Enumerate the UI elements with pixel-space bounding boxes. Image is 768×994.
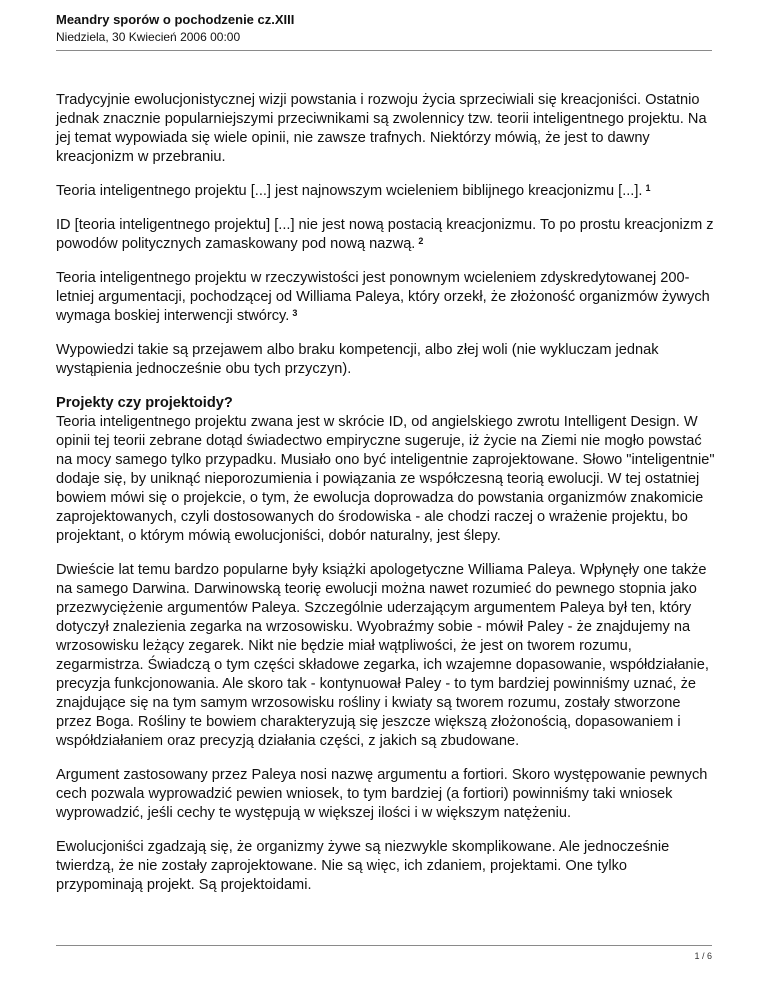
quote-3: [56, 269, 716, 326]
evolutionists-paragraph: Ewolucjoniści zgadzają się, że organizmy żywe są niezwykle skomplikowane. Ale jednocześnie twierdzą, że nie zostały zaprojektowane. Nie są więc, ich zdaniem, projektami. One tylko przypominają projekt. Są projektoidami.: [56, 839, 670, 893]
article-body: [56, 91, 716, 895]
quote-1-text: Teoria inteligentnego projektu [...] jest najnowszym wcieleniem biblijnego kreacjonizmu [...].: [56, 183, 643, 199]
quote-3-text: Teoria inteligentnego projektu w rzeczywistości jest ponownym wcieleniem zdyskredytowanej 200-letniej argumentacji, pochodzącej od Williama Paleya, który orzekł, że złożoność organizmów żywych wymaga boskiej interwencji stwórcy.: [56, 270, 710, 324]
section-heading: Projekty czy projektoidy?: [56, 395, 233, 411]
intro-paragraph: Tradycyjnie ewolucjonistycznej wizji powstania i rozwoju życia sprzeciwiali się kreacjoniści. Ostatnio jednak znacznie popularniejszymi przeciwnikami są zwolennicy tzw. teorii inteligentnego projektu. Na jej temat wypowiada się wiele opinii, nie zawsze trafnych. Niektórzy mówią, że jest to dawny kreacjonizm w przebraniu.: [56, 92, 707, 165]
article-title: Meandry sporów o pochodzenie cz.XIII: [56, 12, 295, 27]
footnote-ref-2: 2: [418, 236, 424, 246]
quote-2: [56, 216, 716, 254]
article-date: Niedziela, 30 Kwiecień 2006 00:00: [56, 30, 241, 44]
page-footer: [56, 945, 712, 961]
paley-paragraph: Dwieście lat temu bardzo popularne były książki apologetyczne Williama Paleya. Wpłynęły one także na samego Darwina. Darwinowską teorię ewolucji można nawet rozumieć do pewnego stopnia jako przezwyciężenie argumentów Paleya. Szczególnie uderzającym argumentem Paleya był ten, który dotyczył znalezienia zegarka na wrzosowisku. Wyobraźmy sobie - mówił Paley - że znajdujemy na wrzosowisku leżący zegarek. Nikt nie będzie miał wątpliwości, że jest on tworem rozumu, zegarmistrza. Świadczą o tym części składowe zegarka, ich wzajemne dopasowanie, współdziałanie, precyzja funkcjonowania. Ale skoro tak - kontynuował Paley - to tym bardziej powinniśmy uznać, że znajdujące się na tym samym wrzosowisku rośliny i kwiaty są tworem rozumu, zostały stworzone przez Boga. Rośliny te bowiem charakteryzują się jeszcze większą złożonością, dopasowaniem i współdziałaniem oraz precyzją działania części, z jakich są zbudowane.: [56, 562, 709, 749]
id-definition-paragraph: Teoria inteligentnego projektu zwana jest w skrócie ID, od angielskiego zwrotu Intelligent Design. W opinii tej teorii zebrane dotąd świadectwo empiryczne sugeruje, iż życie na Ziemi nie mogło powstać na mocy samego tylko przypadku. Musiało ono być inteligentnie zaprojektowane. Słowo "inteligentnie" dodaje się, by uniknąć nieporozumienia i powiązania ze współczesną teorią ewolucji. W tej ostatniej bowiem mówi się o projekcie, o tym, że ewolucja doprowadza do powstania organizmów znakomicie zaprojektowanych, czyli dostosowanych do środowiska - ale chodzi raczej o wrażenie projektu, bo projektant, o którym mówią ewolucjoniści, dobór naturalny, jest ślepy.: [56, 414, 715, 544]
header-divider: [56, 50, 712, 51]
a-fortiori-paragraph: Argument zastosowany przez Paleya nosi nazwę argumentu a fortiori. Skoro występowanie pewnych cech pozwala wyprowadzić pewien wniosek, to tym bardziej (a fortiori) powinniśmy taki wniosek wyprowadzić, jeśli cechy te występują w większej ilości i w większym natężeniu.: [56, 767, 708, 821]
footnote-ref-3: 3: [292, 308, 298, 318]
ignorance-paragraph: Wypowiedzi takie są przejawem albo braku kompetencji, albo złej woli (nie wykluczam jednak wystąpienia jednocześnie obu tych przyczyn).: [56, 342, 659, 377]
page-header: [56, 12, 712, 45]
quote-1: [56, 182, 716, 201]
footnote-ref-1: 1: [645, 183, 651, 193]
footer-divider: [56, 945, 712, 946]
page-number: 1 / 6: [694, 951, 712, 961]
quote-2-text: ID [teoria inteligentnego projektu] [...] nie jest nową postacią kreacjonizmu. To po prostu kreacjonizm z powodów politycznych zamaskowany pod nową nazwą.: [56, 217, 714, 252]
